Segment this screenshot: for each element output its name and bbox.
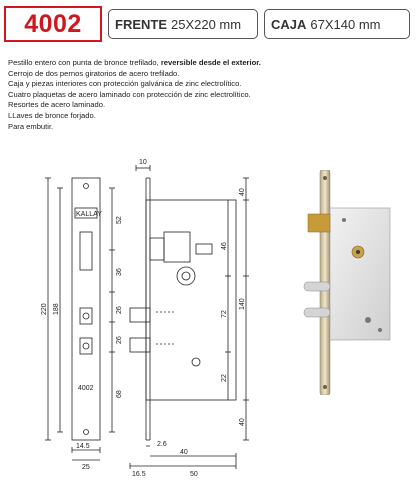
bolt-hole-1 bbox=[80, 308, 92, 324]
header bbox=[0, 0, 416, 46]
description-line-5: Resortes de acero laminado. bbox=[8, 100, 106, 110]
svg-text:10: 10 bbox=[139, 159, 147, 166]
svg-text:52: 52 bbox=[116, 216, 123, 224]
svg-text:22: 22 bbox=[221, 374, 228, 382]
svg-text:46: 46 bbox=[221, 242, 228, 250]
frente-value: 25X220 mm bbox=[171, 16, 242, 32]
svg-text:140: 140 bbox=[239, 298, 246, 310]
svg-text:72: 72 bbox=[221, 310, 228, 318]
svg-text:68: 68 bbox=[116, 390, 123, 398]
frente-label: FRENTE bbox=[115, 16, 167, 32]
svg-text:40: 40 bbox=[239, 418, 246, 426]
description-line-6: LLaves de bronce forjado. bbox=[8, 110, 96, 120]
description-line-1: Pestillo entero con punta de bronce trefilado, reversible desde el exterior. bbox=[8, 58, 261, 67]
svg-text:14.5: 14.5 bbox=[76, 443, 90, 450]
svg-text:220: 220 bbox=[41, 303, 48, 315]
description-line-2: Cerrojo de dos pernos giratorios de acero trefilado. bbox=[8, 68, 180, 78]
svg-text:26: 26 bbox=[116, 336, 123, 344]
svg-text:16.5: 16.5 bbox=[132, 471, 146, 478]
description-line-3: Caja y piezas interiores con protección galvánica de zinc electrolítico. bbox=[8, 79, 242, 89]
svg-text:188: 188 bbox=[53, 303, 60, 315]
latch bbox=[150, 238, 164, 260]
description-line-7: Para embutir. bbox=[8, 121, 54, 131]
latch-slot bbox=[80, 232, 92, 270]
model-badge bbox=[4, 6, 102, 42]
cylinder bbox=[177, 267, 195, 285]
lock-case bbox=[146, 200, 236, 400]
caja-value: 67X140 mm bbox=[310, 16, 381, 32]
svg-text:40: 40 bbox=[239, 188, 246, 196]
brand-label: KALLAY bbox=[76, 211, 102, 218]
bolt-1 bbox=[130, 308, 150, 322]
description-line-4: Cuatro plaquetas de acero laminado con protección de zinc electrolítico. bbox=[8, 89, 251, 99]
bolt-hole-2 bbox=[80, 338, 92, 354]
product-description bbox=[8, 58, 298, 132]
caja-label: CAJA bbox=[271, 16, 307, 32]
svg-text:26: 26 bbox=[116, 306, 123, 314]
svg-text:2.6: 2.6 bbox=[157, 441, 167, 448]
plate-model-label: 4002 bbox=[78, 385, 94, 392]
svg-text:40: 40 bbox=[180, 449, 188, 456]
svg-text:25: 25 bbox=[82, 464, 90, 471]
model-number: 4002 bbox=[24, 9, 82, 38]
svg-text:50: 50 bbox=[190, 471, 198, 478]
bolt-2 bbox=[130, 338, 150, 352]
caja-spec bbox=[264, 9, 410, 39]
svg-text:36: 36 bbox=[116, 268, 123, 276]
frente-spec bbox=[108, 9, 258, 39]
lock-mechanism-photo bbox=[300, 170, 400, 395]
screw-hole-top bbox=[84, 184, 89, 189]
screw-hole-bottom bbox=[84, 430, 89, 435]
